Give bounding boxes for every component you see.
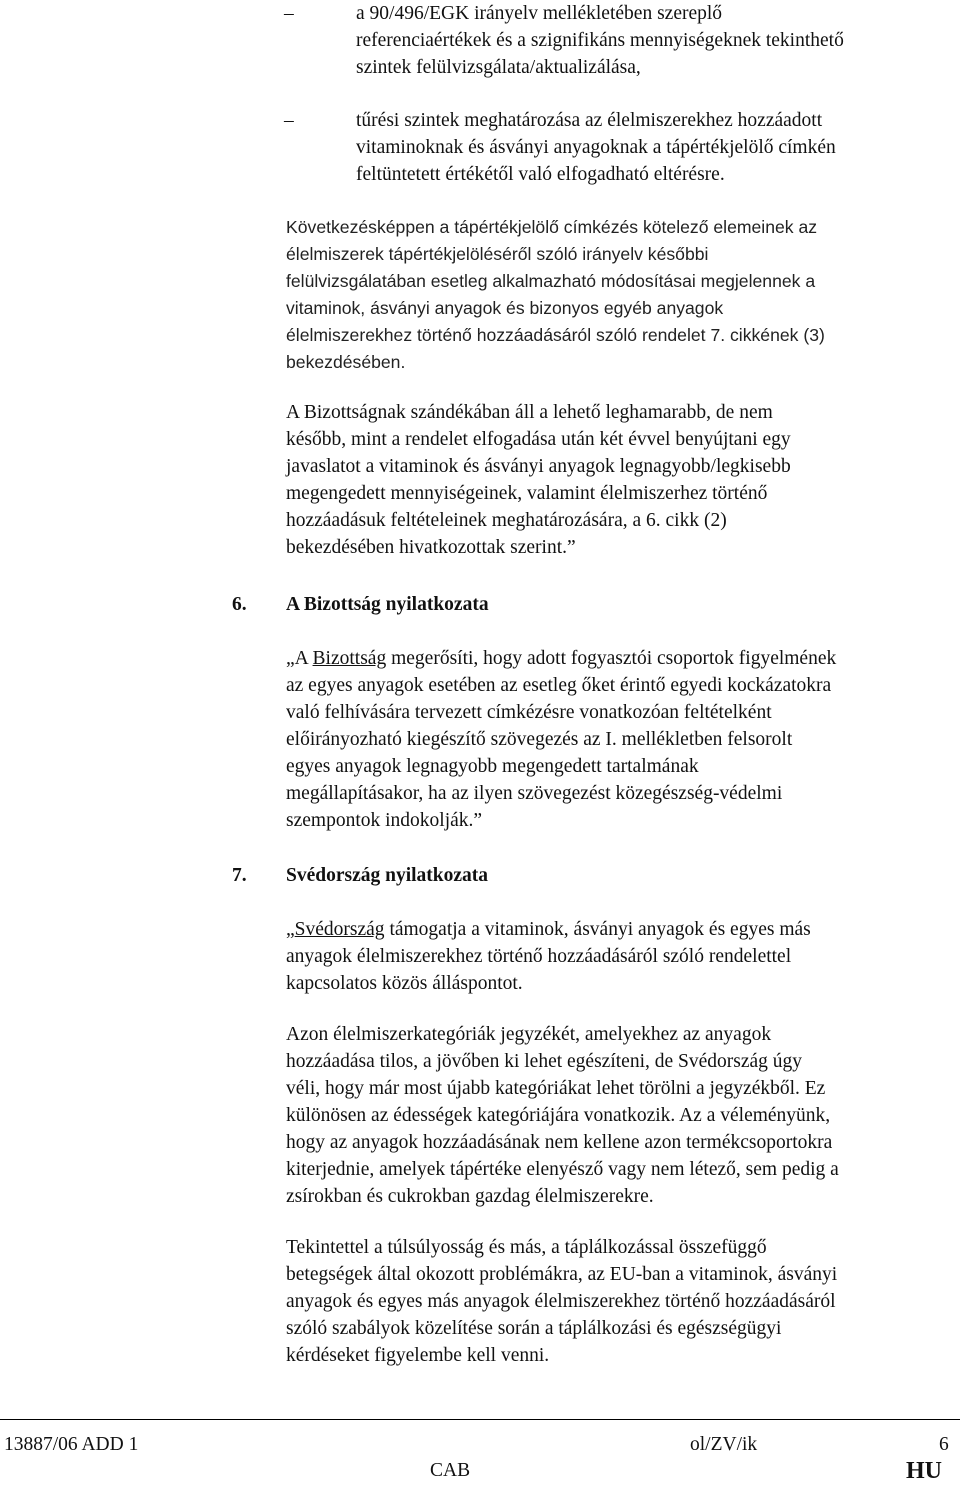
text-line: Tekintettel a túlsúlyosság és más, a táplálkozással összefüggő	[286, 1237, 767, 1258]
paragraph-categories	[286, 1021, 958, 1210]
text-line: az egyes anyagok esetében az esetleg őket érintő egyedi kockázatokra	[286, 675, 832, 696]
paragraph-commission-intent	[286, 399, 958, 561]
text-line: véli, hogy már most újabb kategóriákat lehet törölni a jegyzékből. Ez	[286, 1078, 826, 1099]
document-reference: 13887/06 ADD 1	[4, 1434, 139, 1455]
text-line: vitaminoknak és ásványi anyagoknak a tápértékjelölő címkén	[356, 137, 836, 158]
text-line: bekezdésében.	[286, 352, 406, 372]
text-span: megerősíti, hogy adott fogyasztói csoportok figyelmének	[386, 648, 837, 669]
text-line: tűrési szintek meghatározása az élelmiszerekhez hozzáadott	[356, 110, 823, 131]
text-line: kérdéseket figyelembe kell venni.	[286, 1345, 550, 1366]
section-title: Svédország nyilatkozata	[286, 865, 489, 886]
quote-open: „	[286, 919, 295, 940]
language-code: HU	[906, 1458, 942, 1484]
text-line	[286, 645, 958, 672]
statement-subject: Svédország	[294, 919, 385, 940]
sweden-statement	[286, 916, 958, 997]
paragraph-obesity	[286, 1234, 958, 1369]
list-item-text	[356, 0, 956, 81]
text-line: később, mint a rendelet elfogadása után két évvel benyújtani egy	[286, 429, 791, 450]
paragraph-consequently	[286, 214, 958, 376]
text-line: Következésképpen a tápértékjelölő címkézés kötelező elemeinek az	[286, 217, 818, 237]
text-line: hozzáadásuk feltételeinek meghatározására, a 6. cikk (2)	[286, 510, 727, 531]
directorate-code: CAB	[430, 1460, 471, 1481]
text-line: hogy az anyagok hozzáadásának nem kellene azon termékcsoportokra	[286, 1132, 833, 1153]
text-line: zsírokban és cukrokban gazdag élelmiszerekre.	[286, 1186, 654, 1207]
text-line: vitaminok, ásványi anyagok és bizonyos egyéb anyagok	[286, 298, 724, 318]
commission-statement	[286, 645, 958, 834]
text-span: támogatja a vitaminok, ásványi anyagok és egyes más	[384, 919, 811, 940]
text-line: anyagok és egyes más anyagok élelmiszerekhez történő hozzáadásáról	[286, 1291, 836, 1312]
footer-divider	[0, 1419, 960, 1420]
text-line: felülvizsgálatában esetleg alkalmazható módosításai megjelennek a	[286, 271, 816, 291]
list-item-text	[356, 107, 956, 188]
text-line: kiterjednie, amelyek tápértéke elenyésző vagy nem létező, sem pedig a	[286, 1159, 839, 1180]
text-line: kapcsolatos közös álláspontot.	[286, 973, 523, 994]
text-line: betegségek által okozott problémákra, az EU-ban a vitaminok, ásványi	[286, 1264, 838, 1285]
text-line: szóló szabályok közelítése során a táplálkozási és egészségügyi	[286, 1318, 782, 1339]
text-line: szintek felülvizsgálata/aktualizálása,	[356, 57, 641, 78]
text-line: egyes anyagok legnagyobb megengedett tartalmának	[286, 756, 699, 777]
page-footer	[0, 1434, 960, 1489]
text-line: élelmiszerek tápértékjelöléséről szóló irányelv későbbi	[286, 244, 709, 264]
list-marker: –	[284, 110, 294, 131]
text-line: referenciaértékek és a szignifikáns mennyiségeknek tekinthető	[356, 30, 844, 51]
list-marker: –	[284, 3, 294, 24]
text-line: különösen az édességek kategóriájára vonatkozik. Az a véleményünk,	[286, 1105, 831, 1126]
section-number: 6.	[232, 594, 247, 615]
text-line: feltüntetett értékétől való elfogadható eltérésre.	[356, 164, 725, 185]
section-title: A Bizottság nyilatkozata	[286, 594, 489, 615]
quote-open: „A	[286, 648, 313, 669]
page-number: 6	[939, 1434, 949, 1455]
text-line: anyagok élelmiszerekhez történő hozzáadásáról szóló rendelettel	[286, 946, 792, 967]
text-line: megengedett mennyiségeinek, valamint élelmiszerhez történő	[286, 483, 768, 504]
section-number: 7.	[232, 865, 247, 886]
text-line	[286, 916, 958, 943]
text-line: javaslatot a vitaminok és ásványi anyagok legnagyobb/legkisebb	[286, 456, 791, 477]
text-line: szempontok indokolják.”	[286, 810, 483, 831]
statement-subject: Bizottság	[312, 648, 387, 669]
author-codes: ol/ZV/ik	[690, 1434, 758, 1455]
text-line: Azon élelmiszerkategóriák jegyzékét, amelyekhez az anyagok	[286, 1024, 772, 1045]
text-line: előirányozható kiegészítő szövegezés az I. mellékletben felsorolt	[286, 729, 793, 750]
text-line: A Bizottságnak szándékában áll a lehető leghamarabb, de nem	[286, 402, 773, 423]
text-line: élelmiszerekhez történő hozzáadásáról szóló rendelet 7. cikkének (3)	[286, 325, 825, 345]
text-line: való felhívására tervezett címkézésre vonatkozóan feltételként	[286, 702, 772, 723]
text-line: megállapításakor, ha az ilyen szövegezést közegészség-védelmi	[286, 783, 783, 804]
text-line: hozzáadása tilos, a jövőben ki lehet egészíteni, de Svédország úgy	[286, 1051, 803, 1072]
text-line: a 90/496/EGK irányelv mellékletében szereplő	[356, 3, 723, 24]
text-line: bekezdésében hivatkozottak szerint.”	[286, 537, 576, 558]
